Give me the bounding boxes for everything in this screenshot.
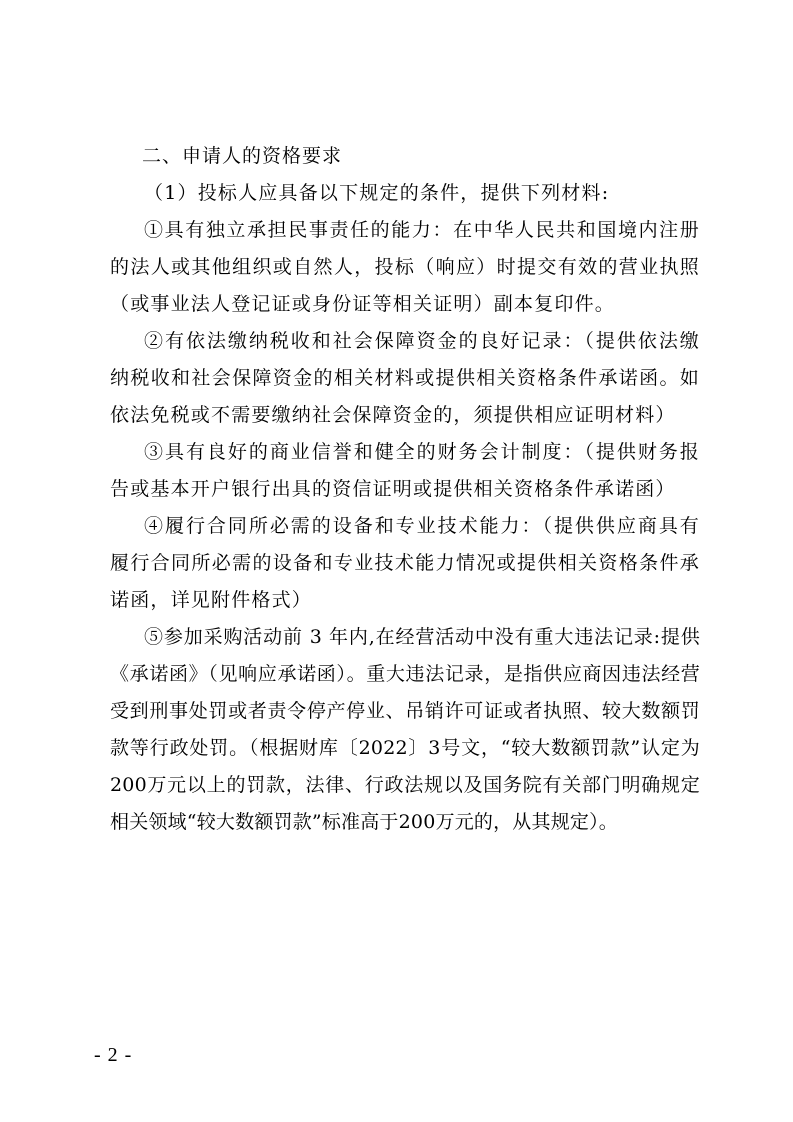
document-body (110, 138, 700, 841)
paragraph-requirement-5: ⑤参加采购活动前 3 年内,在经营活动中没有重大违法记录:提供《承诺函》（见响应承诺函）。重大违法记录，是指供应商因违法经营受到刑事处罚或者责令停产停业、吊销许可证或者执照、较大数额罚款等行政处罚。（根据财库〔2022〕3号文，“较大数额罚款”认定为200万元以上的罚款，法律、行政法规以及国务院有关部门明确规定相关领域“较大数额罚款”标准高于200万元的，从其规定）。 (110, 626, 700, 833)
section-heading: 二、申请人的资格要求 (142, 145, 343, 167)
paragraph-requirement-2: ②有依法缴纳税收和社会保障资金的良好记录：（提供依法缴纳税收和社会保障资金的相关材料或提供相关资格条件承诺函。如依法免税或不需要缴纳社会保障资金的，须提供相应证明材料） (110, 330, 700, 426)
page-number: - 2 - (94, 1044, 133, 1066)
paragraph-requirement-4: ④履行合同所必需的设备和专业技术能力：（提供供应商具有履行合同所必需的设备和专业技术能力情况或提供相关资格条件承诺函，详见附件格式） (110, 515, 700, 611)
paragraph-requirement-intro: （1）投标人应具备以下规定的条件，提供下列材料: (144, 182, 610, 204)
paragraph-requirement-1: ①具有独立承担民事责任的能力：在中华人民共和国境内注册的法人或其他组织或自然人，投标（响应）时提交有效的营业执照（或事业法人登记证或身份证等相关证明）副本复印件。 (110, 219, 700, 315)
paragraph-requirement-3: ③具有良好的商业信誉和健全的财务会计制度：（提供财务报告或基本开户银行出具的资信证明或提供相关资格条件承诺函） (110, 441, 700, 500)
